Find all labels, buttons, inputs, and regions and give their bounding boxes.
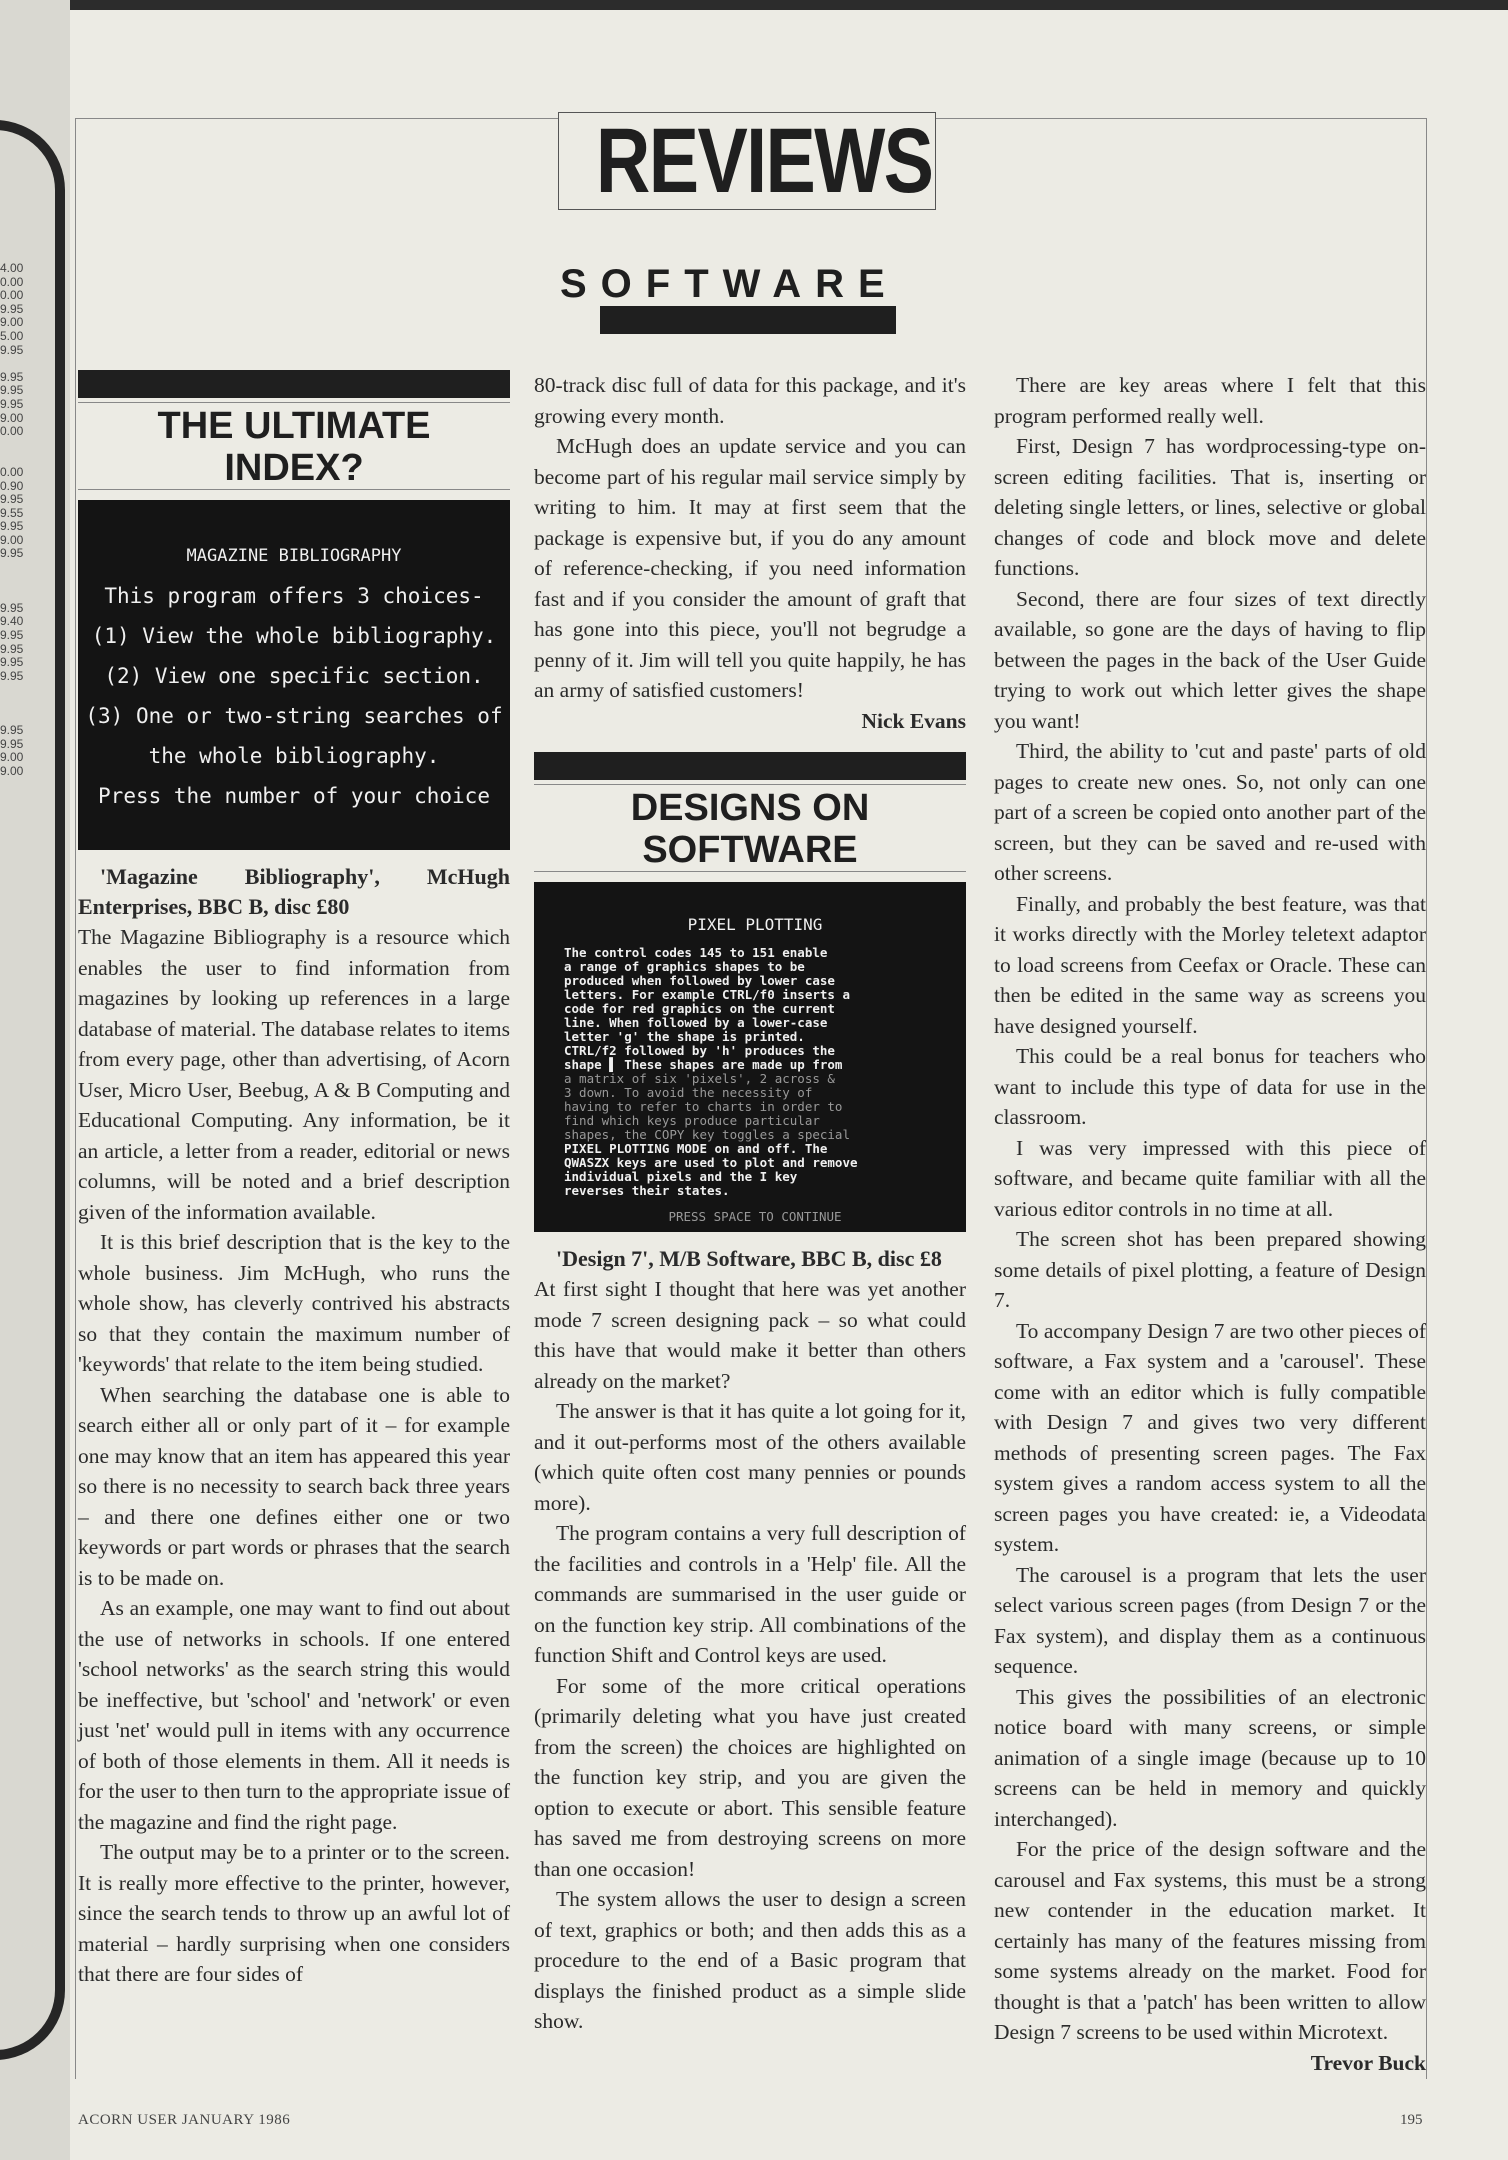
gutter-number: 0.90	[0, 478, 24, 493]
paragraph: McHugh does an update service and you can become part of his regular mail service simply by writing to him. It may at first seem that the package is expensive but, if you do any amount of reference-checking, if you need information fast and if you consider the amount of graft that has gone into this piece, you'll not begrudge a penny of it. Jim will tell you quite happily, he has an army of satisfied customers!	[534, 434, 966, 702]
gutter-number	[0, 357, 26, 371]
gutter-number: 0.00	[0, 464, 24, 479]
screen-footer: PRESS SPACE TO CONTINUE	[668, 1209, 842, 1224]
gutter-number	[0, 575, 26, 589]
headline-bar	[534, 752, 966, 780]
gutter-number: 9.95	[0, 628, 24, 643]
page-number: 195	[1400, 2112, 1423, 2128]
screen-line: produced when followed by lower case	[564, 973, 835, 988]
masthead-title: REVIEWS	[595, 110, 933, 212]
gutter-number: 9.95	[0, 492, 24, 507]
gutter-number: 9.00	[0, 763, 24, 778]
screen-line: QWASZX keys are used to plot and remove	[564, 1155, 858, 1170]
bibliography-screenshot	[78, 500, 510, 850]
screen-line: a range of graphics shapes to be	[564, 959, 805, 974]
screen-line: the whole bibliography.	[148, 744, 440, 768]
gutter-number	[0, 588, 26, 602]
screen-line: find which keys produce particular	[564, 1113, 820, 1128]
footer-publication: ACORN USER JANUARY 1986	[78, 2112, 291, 2128]
paragraph: As an example, one may want to find out about the use of networks in schools. If one entered 'school networks' as the search string this would be ineffective, but 'school' and 'network' or even just 'net' would pull in items with any occurrence of both of those elements in them. All it needs is for the user to then turn to the appropriate issue of the magazine and find the right page.	[78, 1596, 510, 1834]
column-3	[994, 370, 1426, 2078]
gutter-number: 9.00	[0, 315, 24, 330]
screen-line: (1) View the whole bibliography.	[91, 624, 497, 648]
headline-line-1: THE ULTIMATE	[157, 405, 431, 447]
gutter-price-column	[0, 262, 26, 779]
screen-line: CTRL/f2 followed by 'h' produces the	[564, 1043, 835, 1058]
paragraph: The carousel is a program that lets the user select various screen pages (from Design 7 or the Fax system), and display them as a continuous sequence.	[994, 1562, 1426, 1678]
paragraph: There are key areas where I felt that this program performed really well.	[994, 373, 1426, 428]
paragraph: 80-track disc full of data for this package, and it's growing every month.	[534, 373, 966, 428]
review2-caption: 'Design 7', M/B Software, BBC B, disc £8	[556, 1246, 942, 1271]
gutter-number: 9.95	[0, 736, 24, 751]
screen-line: This program offers 3 choices-	[104, 584, 484, 608]
gutter-number	[0, 697, 26, 711]
gutter-number: 0.00	[0, 424, 24, 439]
column-2	[534, 370, 966, 2037]
headline-rule	[534, 871, 966, 872]
column-1	[78, 370, 510, 1990]
screen-line: individual pixels and the I key	[564, 1169, 798, 1184]
byline: Nick Evans	[861, 708, 966, 733]
headline-line-2: INDEX?	[224, 447, 364, 489]
paragraph: It is this brief description that is the key to the whole business. Jim McHugh, who runs the whole show, has cleverly contrived his abstracts so that they contain the maximum number of 'keywords' that relate to the item being studied.	[78, 1230, 510, 1376]
gutter-number: 9.95	[0, 600, 24, 615]
gutter-number: 9.00	[0, 532, 24, 547]
screen-line: Press the number of your choice	[98, 784, 490, 808]
screen-line: letters. For example CTRL/f0 inserts a	[564, 987, 850, 1002]
paragraph: The system allows the user to design a screen of text, graphics or both; and then adds this as a procedure to the end of a Basic program that displays the finished product as a simple slide show.	[534, 1887, 966, 2033]
paragraph: I was very impressed with this piece of software, and became quite familiar with all the various editor controls in no time at all.	[994, 1135, 1426, 1221]
previous-page-gutter	[0, 0, 70, 2160]
gutter-number: 9.95	[0, 655, 24, 670]
paragraph: Third, the ability to 'cut and paste' parts of old pages to create new ones. So, not only can one part of a screen be copied onto another part of the screen, but they can be saved and re-used with other screens.	[994, 739, 1426, 885]
gutter-number: 9.95	[0, 546, 24, 561]
review2-headline	[534, 784, 966, 871]
gutter-number: 4.00	[0, 261, 24, 275]
gutter-number: 9.95	[0, 668, 24, 683]
paragraph: The output may be to a printer or to the screen. It is really more effective to the printer, however, since the search tends to throw up an awful lot of material – hardly surprising when one considers that there are four sides of	[78, 1840, 510, 1986]
gutter-number	[0, 452, 26, 466]
gutter-number: 9.00	[0, 410, 24, 425]
screen-title: PIXEL PLOTTING	[687, 915, 823, 934]
gutter-number: 0.00	[0, 274, 24, 289]
page-top-edge	[0, 0, 1508, 10]
gutter-number: 9.40	[0, 614, 24, 629]
gutter-number: 9.95	[0, 396, 24, 411]
screen-line: shapes, the COPY key toggles a special	[564, 1127, 850, 1142]
gutter-number: 9.95	[0, 301, 24, 316]
section-bar	[600, 306, 896, 334]
gutter-number: 5.00	[0, 328, 24, 343]
headline-rule	[78, 489, 510, 490]
paragraph: This could be a real bonus for teachers who want to include this type of data for use in the classroom.	[994, 1044, 1426, 1129]
gutter-number	[0, 561, 26, 575]
headline-line-2: SOFTWARE	[642, 829, 858, 871]
gutter-number: 9.95	[0, 369, 24, 384]
pixel-plotting-screenshot	[534, 882, 966, 1232]
screen-line: (3) One or two-string searches of	[85, 704, 503, 728]
screen-line: shape ▌ These shapes are made up from	[564, 1057, 843, 1072]
screen-line: having to refer to charts in order to	[564, 1099, 843, 1114]
gutter-number: 9.55	[0, 505, 24, 520]
screen-line: a matrix of six 'pixels', 2 across &	[564, 1071, 835, 1086]
gutter-number: 9.95	[0, 641, 24, 656]
headline-bar	[78, 370, 510, 398]
screen-line: letter 'g' the shape is printed.	[564, 1029, 805, 1044]
paragraph: First, Design 7 has wordprocessing-type on-screen editing facilities. That is, inserting or deleting single letters, or lines, selective or global changes of code and block move and delete functions.	[994, 434, 1426, 580]
gutter-number: 9.00	[0, 750, 24, 765]
spacer	[534, 736, 966, 752]
gutter-number: 9.95	[0, 383, 24, 398]
review1-caption: 'Magazine Bibliography', McHugh Enterprises, BBC B, disc £80	[78, 864, 510, 919]
screen-line: (2) View one specific section.	[104, 664, 484, 688]
gutter-number: 0.00	[0, 288, 24, 303]
paragraph: For the price of the design software and the carousel and Fax systems, this must be a strong new contender in the education market. It certainly has many of the features missing from some systems already on the market. Food for thought is that a 'patch' has been written to allow Design 7 screens to be used within Microtext.	[994, 1837, 1426, 2044]
gutter-number: 9.95	[0, 723, 24, 738]
masthead	[558, 112, 936, 210]
byline: Trevor Buck	[1310, 2050, 1426, 2075]
paragraph: At first sight I thought that here was yet another mode 7 screen designing pack – so what could this have that would make it better than others already on the market?	[534, 1277, 966, 1393]
paragraph: The program contains a very full description of the facilities and controls in a 'Help' file. All the commands are summarised in the user guide or on the function key strip. All combinations of the function Shift and Control keys are used.	[534, 1521, 966, 1667]
screen-line: PIXEL PLOTTING MODE on and off. The	[564, 1141, 828, 1156]
paragraph: To accompany Design 7 are two other pieces of software, a Fax system and a 'carousel'. These come with an editor which is fully compatible with Design 7 and gives two very different methods of presenting screen pages. The Fax system gives a random access system to all the screen pages you have created: ie, a Videodata system.	[994, 1318, 1426, 1556]
gutter-number: 9.95	[0, 519, 24, 534]
paragraph: When searching the database one is able to search either all or only part of it – for example one may know that an item has appeared this year so there is no necessity to search back three years – and there one defines either one or two keywords or part words or phrases that the search is to be made on.	[78, 1382, 510, 1590]
screen-line: 3 down. To avoid the necessity of	[564, 1085, 813, 1100]
screen-line: reverses their states.	[564, 1183, 730, 1198]
paragraph: The answer is that it has quite a lot going for it, and it out-performs most of the others available (which quite often cost many pennies or pounds more).	[534, 1399, 966, 1515]
screen-line: code for red graphics on the current	[564, 1001, 835, 1016]
headline-line-1: DESIGNS ON	[630, 787, 870, 829]
screen-line: line. When followed by a lower-case	[564, 1015, 828, 1030]
paragraph: This gives the possibilities of an electronic notice board with many screens, or simple animation of a single image (because up to 10 screens can be held in memory and quickly interchanged).	[994, 1684, 1426, 1831]
gutter-number	[0, 711, 26, 725]
paragraph: The screen shot has been prepared showing some details of pixel plotting, a feature of Design 7.	[994, 1227, 1426, 1312]
paragraph: Finally, and probably the best feature, was that it works directly with the Morley teletext adaptor to load screens from Ceefax or Oracle. These can then be edited in the same way as screens you have designed yourself.	[994, 891, 1426, 1038]
paragraph: The Magazine Bibliography is a resource which enables the user to find information from magazines by looking up references in a large database of material. The database relates to items from every page, other than advertising, of Acorn User, Micro User, Beebug, A & B Computing and Educational Computing. Any information, be it an article, a letter from a reader, editorial or news columns, will be noted and a brief description given of the information available.	[78, 925, 510, 1224]
paragraph: For some of the more critical operations (primarily deleting what you have just created from the screen) the choices are highlighted on the function key strip, and you are given the option to execute or abort. This sensible feature has saved me from destroying screens on more than one occasion!	[534, 1673, 966, 1881]
screen-title: MAGAZINE BIBLIOGRAPHY	[186, 546, 402, 566]
gutter-number	[0, 683, 26, 697]
review1-headline	[78, 402, 510, 489]
section-title: SOFTWARE	[560, 262, 899, 306]
gutter-number: 9.95	[0, 342, 24, 357]
paragraph: Second, there are four sizes of text directly available, so gone are the days of having to flip between the pages in the back of the User Guide trying to work out which letter gives the shape you want!	[994, 586, 1426, 733]
screen-line: The control codes 145 to 151 enable	[564, 945, 828, 960]
gutter-number	[0, 439, 26, 453]
